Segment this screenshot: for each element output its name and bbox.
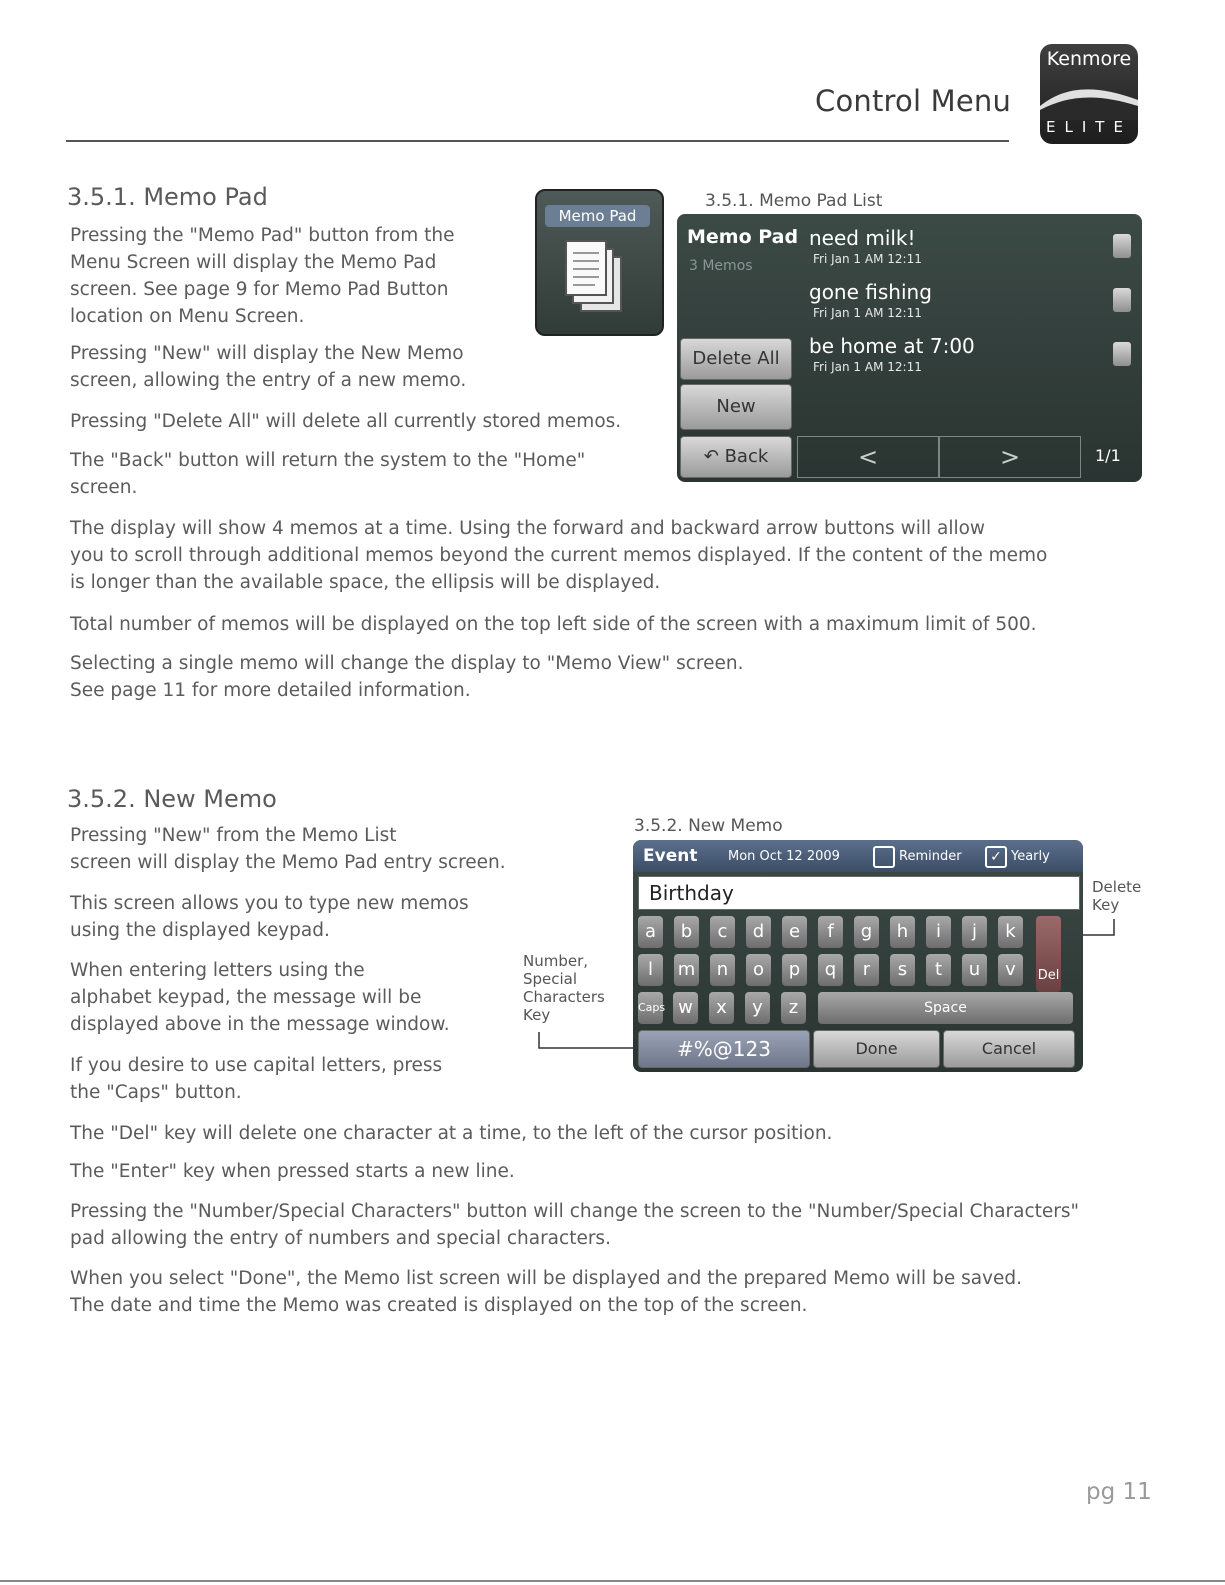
text-line: The date and time the Memo was created is displayed on the top of the screen.	[70, 1295, 808, 1316]
reminder-checkbox[interactable]	[873, 846, 895, 868]
page-indicator: 1/1	[1095, 446, 1121, 465]
memo-text-input[interactable]	[638, 876, 1080, 910]
key-k[interactable]: k	[998, 916, 1023, 948]
memo-select-text	[70, 650, 1150, 704]
memo-text: be home at 7:00	[809, 334, 975, 358]
key-o[interactable]: o	[746, 954, 771, 986]
memo-list-title: Memo Pad	[687, 226, 799, 248]
callout-delete-key-label	[1092, 878, 1141, 914]
memo-date: Fri Jan 1 AM 12:11	[813, 252, 922, 266]
done-button[interactable]: Done	[813, 1030, 940, 1068]
memo-total-text	[70, 611, 1150, 638]
text-line: The "Back" button will return the system to the "Home"	[70, 450, 586, 471]
key-w[interactable]: w	[673, 992, 698, 1024]
logo-wave-icon	[1040, 80, 1138, 120]
key-n[interactable]: n	[710, 954, 735, 986]
callout-line: Key	[1092, 896, 1120, 914]
page-title: Control Menu	[815, 84, 1012, 118]
new-memo-caption: 3.5.2. New Memo	[634, 816, 783, 836]
text-line: screen.	[70, 477, 138, 498]
logo-sub: ELITE	[1046, 118, 1132, 136]
page-number: pg 11	[1086, 1479, 1152, 1505]
trash-icon[interactable]	[1113, 342, 1131, 366]
memo-count: 3 Memos	[689, 258, 753, 274]
header-divider	[66, 140, 1009, 142]
key-h[interactable]: h	[890, 916, 915, 948]
text-line: If you desire to use capital letters, press	[70, 1055, 443, 1076]
bottom-divider	[0, 1580, 1225, 1582]
text-line: The "Del" key will delete one character at a time, to the left of the cursor position.	[70, 1123, 833, 1144]
number-special-key[interactable]: #%@123	[638, 1030, 810, 1068]
trash-icon[interactable]	[1113, 288, 1131, 312]
key-q[interactable]: q	[818, 954, 843, 986]
key-x[interactable]: x	[709, 992, 734, 1024]
next-arrow-button[interactable]: >	[939, 436, 1081, 478]
key-i[interactable]: i	[926, 916, 951, 948]
kenmore-elite-logo	[1040, 44, 1138, 144]
text-line: using the displayed keypad.	[70, 920, 330, 941]
text-line: Pressing the "Number/Special Characters" button will change the screen to the "Number/Special Characters"	[70, 1201, 1080, 1222]
memo-pad-button-label: Memo Pad	[545, 205, 650, 227]
key-c[interactable]: c	[710, 916, 735, 948]
number-special-text	[70, 1198, 1180, 1252]
key-b[interactable]: b	[674, 916, 699, 948]
text-line: the "Caps" button.	[70, 1082, 242, 1103]
logo-brand: Kenmore	[1046, 48, 1132, 70]
del-key-text	[70, 1120, 1170, 1147]
memo-list-caption: 3.5.1. Memo Pad List	[705, 191, 883, 211]
callout-line: Number,	[523, 952, 589, 970]
memo-row[interactable]	[799, 276, 1137, 326]
section-heading-new-memo: 3.5.2. New Memo	[67, 785, 277, 813]
text-line: See page 11 for more detailed information.	[70, 680, 471, 701]
back-label: Back	[724, 446, 769, 467]
memo-row[interactable]	[799, 222, 1137, 272]
event-date: Mon Oct 12 2009	[728, 849, 840, 864]
enter-key-text	[70, 1158, 1170, 1185]
memo-pad-delete-text	[70, 408, 670, 435]
memo-pad-icon-button[interactable]	[535, 189, 664, 336]
text-line: displayed above in the message window.	[70, 1014, 450, 1035]
memo-text: need milk!	[809, 226, 916, 250]
text-line: Pressing "Delete All" will delete all currently stored memos.	[70, 411, 622, 432]
text-line: When entering letters using the	[70, 960, 365, 981]
text-line: location on Menu Screen.	[70, 306, 305, 327]
new-memo-keypad-text	[70, 890, 520, 944]
callout-number-key-label	[523, 952, 605, 1024]
new-memo-screen	[633, 840, 1083, 1072]
memo-document-icon	[565, 239, 633, 317]
key-r[interactable]: r	[854, 954, 879, 986]
text-line: alphabet keypad, the message will be	[70, 987, 422, 1008]
key-y[interactable]: y	[745, 992, 770, 1024]
callout-line: Special	[523, 970, 578, 988]
key-j[interactable]: j	[962, 916, 987, 948]
key-s[interactable]: s	[890, 954, 915, 986]
memo-pad-new-text	[70, 340, 540, 394]
delete-key[interactable]: Del	[1036, 916, 1061, 992]
key-a[interactable]: a	[638, 916, 663, 948]
text-line: When you select "Done", the Memo list screen will be displayed and the prepared Memo will be saved.	[70, 1268, 1023, 1289]
space-key[interactable]: Space	[818, 992, 1073, 1024]
text-line: The display will show 4 memos at a time. Using the forward and backward arrow buttons will allow	[70, 518, 986, 539]
memo-pad-intro	[70, 222, 530, 330]
new-button[interactable]: New	[680, 384, 792, 430]
delete-all-button[interactable]: Delete All	[680, 338, 792, 380]
memo-list-screen	[677, 214, 1142, 482]
text-line: Menu Screen will display the Memo Pad	[70, 252, 437, 273]
text-line: screen, allowing the entry of a new memo.	[70, 370, 467, 391]
callout-line: Characters	[523, 988, 605, 1006]
prev-arrow-button[interactable]: <	[797, 436, 939, 478]
memo-row[interactable]	[799, 330, 1137, 380]
back-button[interactable]	[680, 436, 792, 478]
text-line: Pressing "New" from the Memo List	[70, 825, 397, 846]
memo-display-text	[70, 515, 1150, 596]
caps-key[interactable]: Caps	[638, 992, 663, 1024]
yearly-label: Yearly	[1011, 849, 1050, 864]
text-line: you to scroll through additional memos beyond the current memos displayed. If the content of the memo	[70, 545, 1048, 566]
cancel-button[interactable]: Cancel	[943, 1030, 1075, 1068]
key-d[interactable]: d	[746, 916, 771, 948]
key-g[interactable]: g	[854, 916, 879, 948]
trash-icon[interactable]	[1113, 234, 1131, 258]
key-f[interactable]: f	[818, 916, 843, 948]
back-arrow-icon: ↶	[703, 446, 719, 467]
memo-date: Fri Jan 1 AM 12:11	[813, 306, 922, 320]
text-line: pad allowing the entry of numbers and special characters.	[70, 1228, 611, 1249]
text-line: screen will display the Memo Pad entry screen.	[70, 852, 506, 873]
text-line: Selecting a single memo will change the display to "Memo View" screen.	[70, 653, 744, 674]
callout-line: Delete	[1092, 878, 1142, 896]
new-memo-letters-text	[70, 957, 510, 1038]
event-label: Event	[643, 846, 698, 866]
key-t[interactable]: t	[926, 954, 951, 986]
new-memo-intro	[70, 822, 540, 876]
key-p[interactable]: p	[782, 954, 807, 986]
reminder-label: Reminder	[899, 849, 962, 864]
key-e[interactable]: e	[782, 916, 807, 948]
text-line: Pressing "New" will display the New Memo	[70, 343, 464, 364]
yearly-checkbox[interactable]: ✓	[985, 846, 1007, 868]
memo-text: gone fishing	[809, 280, 932, 304]
done-text	[70, 1265, 1170, 1319]
text-line: The "Enter" key when pressed starts a new line.	[70, 1161, 515, 1182]
key-u[interactable]: u	[962, 954, 987, 986]
new-memo-caps-text	[70, 1052, 510, 1106]
text-line: Pressing the "Memo Pad" button from the	[70, 225, 455, 246]
key-z[interactable]: z	[781, 992, 806, 1024]
memo-input-value: Birthday	[649, 881, 734, 905]
text-line: is longer than the available space, the ellipsis will be displayed.	[70, 572, 661, 593]
text-line: This screen allows you to type new memos	[70, 893, 469, 914]
text-line: Total number of memos will be displayed on the top left side of the screen with a maximum limit of 500.	[70, 614, 1037, 635]
key-v[interactable]: v	[998, 954, 1023, 986]
section-heading-memo-pad: 3.5.1. Memo Pad	[67, 183, 268, 211]
text-line: screen. See page 9 for Memo Pad Button	[70, 279, 449, 300]
key-m[interactable]: m	[674, 954, 699, 986]
callout-line: Key	[523, 1006, 551, 1024]
memo-date: Fri Jan 1 AM 12:11	[813, 360, 922, 374]
key-l[interactable]: l	[638, 954, 663, 986]
memo-pad-back-text	[70, 447, 670, 501]
